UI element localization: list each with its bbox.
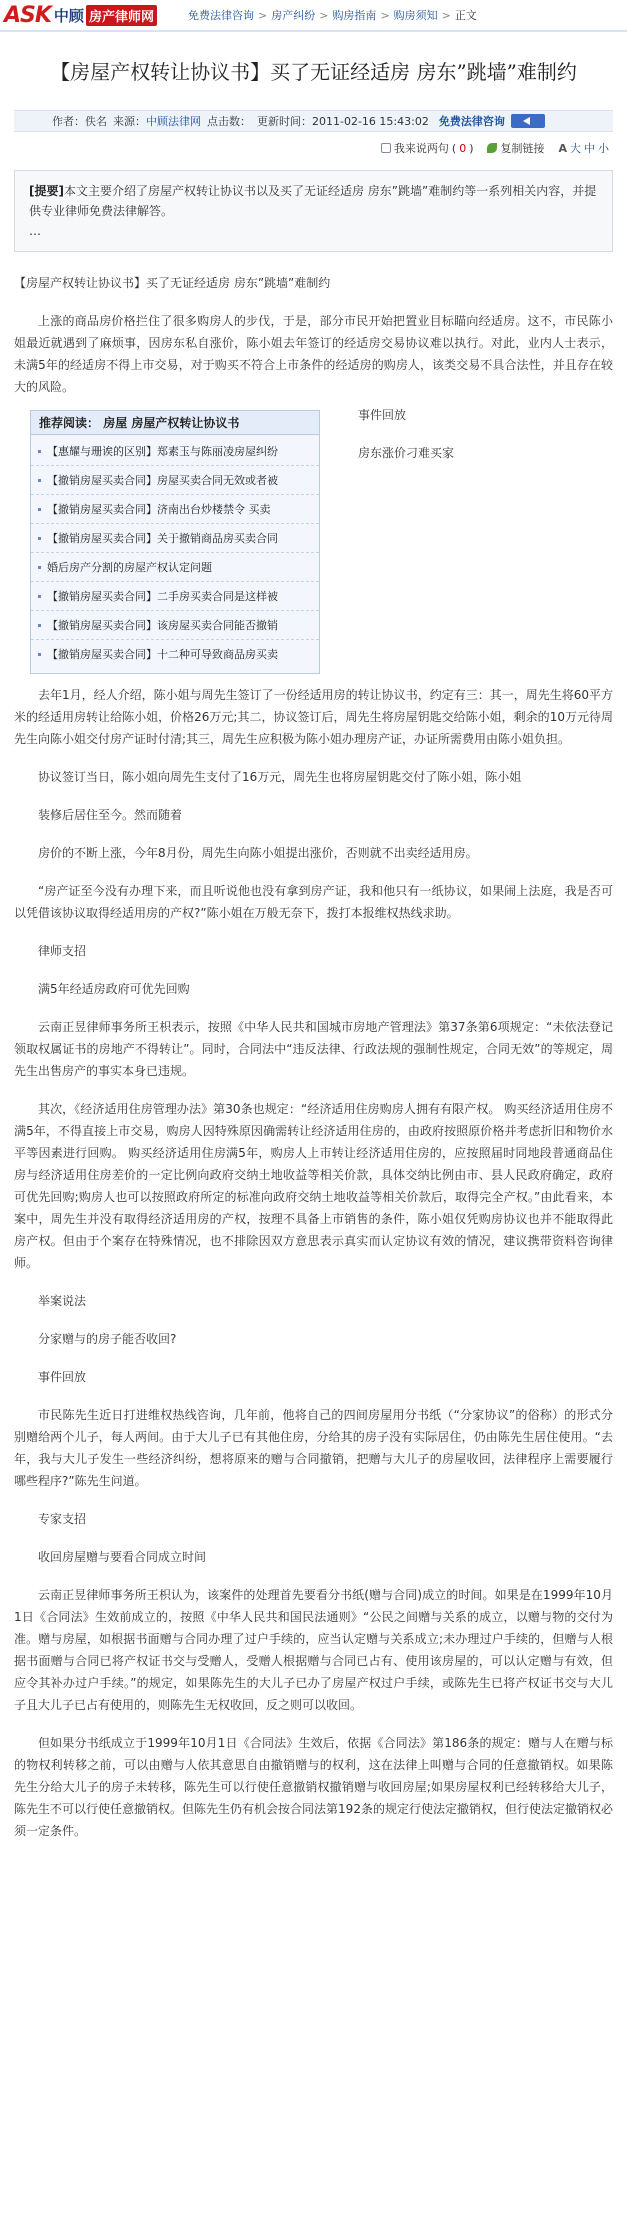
copy-link-label: 复制链接 <box>500 142 545 155</box>
free-consult-link[interactable]: 免费法律咨询 <box>438 115 505 128</box>
breadcrumb-separator: > <box>441 8 451 22</box>
paragraph: 房价的不断上涨，今年8月份，周先生向陈小姐提出涨价，否则就不出卖经适用房。 <box>38 846 478 860</box>
font-large-button[interactable]: 大 <box>570 142 581 155</box>
paragraph: 装修后居住至今。然而随着 <box>38 808 183 822</box>
copy-link-icon <box>487 143 497 153</box>
list-item <box>31 495 319 524</box>
breadcrumb-free-consult[interactable]: 免费法律咨询 <box>188 9 254 22</box>
recommend-header <box>31 411 319 435</box>
comment-icon <box>381 143 391 153</box>
article-summary <box>14 170 613 252</box>
list-item <box>31 611 319 640</box>
list-item <box>31 466 319 495</box>
logo-cn-text: 中顾 <box>53 6 84 25</box>
paragraph: 但如果分书纸成立于1999年10月1日《合同法》生效后，依据《合同法》第186条的规定：赠与人在赠与标的物权利转移之前，可以由赠与人依其意思自由撤销赠与的权利，这在法律上叫赠与合同的任意撤销权。如果陈先生分给大儿子的房子未转移，陈先生可以行使任意撤销权撤销赠与收回房屋;如果房屋权利已经转移给大儿子，陈先生不可以行使任意撤销权。但陈先生仍有机会按合同法第192条的规定行使法定撤销权，但行使法定撤销权必须一定条件。 <box>14 1736 613 1838</box>
logo-badge: 房产律师网 <box>86 5 157 26</box>
paragraph: 云南正昱律师事务所王枳认为，该案件的处理首先要看分书纸(赠与合同)成立的时间。如果是在1999年10月1日《合同法》生效前成立的，按照《中华人民共和国民法通则》“公民之间赠与关系的成立，以赠与物的交付为准。赠与房屋，如根据书面赠与合同办理了过户手续的，应当认定赠与关系成立;未办理过户手续的，但赠与人根据书面赠与合同已将产权证书交与受赠人，受赠人根据赠与合同已占有、使用该房屋的，可以认定赠与有效，但应令其补办过户手续。”的规定，如果陈先生的大儿子已办了房屋产权过户手续，或陈先生已将产权证书交与大儿子且大儿子已占有使用的，则陈先生无权收回，反之则可以收回。 <box>14 1588 613 1712</box>
comment-label: 我来说两句 <box>393 142 449 155</box>
recommend-link[interactable]: 【撤销房屋买卖合同】十二种可导致商品房买卖 <box>47 648 278 661</box>
breadcrumb-separator: > <box>258 8 268 22</box>
recommend-link[interactable]: 【撤销房屋买卖合同】关于撤销商品房买卖合同 <box>47 532 278 545</box>
comment-count-close: ) <box>469 141 474 155</box>
font-size-icon: A <box>558 141 567 155</box>
breadcrumb-separator: > <box>380 8 390 22</box>
font-medium-button[interactable]: 中 <box>584 142 595 155</box>
recommend-link[interactable]: 婚后房产分割的房屋产权认定问题 <box>47 561 212 574</box>
list-item <box>31 437 319 466</box>
list-item <box>31 553 319 582</box>
section-subheading: 分家赠与的房子能否收回? <box>38 1332 177 1346</box>
recommend-box <box>30 410 320 674</box>
site-header <box>0 0 627 32</box>
summary-text: 本文主要介绍了房屋产权转让协议书以及买了无证经适房 房东”跳墙”难制约等一系列相关内容，并提供专业律师免费法律解答。 <box>29 184 597 218</box>
meta-source-link[interactable]: 中顾法律网 <box>146 115 201 128</box>
paragraph: 其次，《经济适用住房管理办法》第30条也规定：“经济适用住房购房人拥有有限产权。 购买经济适用住房不满5年，不得直接上市交易，购房人因特殊原因确需转让经济适用住房的，由政府按照原价格并考虑折旧和物价水平等因素进行回购。 购买经济适用住房满5年，购房人上市转让经济适用住房的，应按照届时同地段普通商品住房与经济适用住房差价的一定比例向政府交纳土地收益等相关价款，具体交纳比例由市、县人民政府确定，政府可优先回购;购房人也可以按照政府所定的标准向政府交纳土地收益等相关价款后，取得完全产权。”由此看来，本案中，周先生并没有取得经济适用房的产权，按理不具备上市销售的条件，陈小姐仅凭购房协议也并不能取得此房产权。但由于个案存在特殊情况，也不排除因双方意思表示真实而认定协议有效的情况，建议携带资料咨询律师。 <box>14 1102 613 1270</box>
article-title: 【房屋产权转让协议书】买了无证经适房 房东”跳墙”难制约 <box>50 60 577 84</box>
paragraph: 市民陈先生近日打进维权热线咨询，几年前，他将自己的四间房屋用分书纸（“分家协议”的俗称）的形式分别赠给两个儿子，每人两间。由于大儿子已有其他住房，分给其的房子没有实际居住，仍由陈先生居住使用。“去年，我与大儿子发生一些经济纠纷，想将原来的赠与合同撤销，把赠与大儿子的房屋收回，法律程序上需要履行哪些程序?”陈先生问道。 <box>14 1408 613 1488</box>
recommend-link[interactable]: 【惠耀与珊诶的区别】郑素玉与陈丽凌房屋纠纷 <box>47 445 278 458</box>
breadcrumb-separator: > <box>319 8 329 22</box>
breadcrumb-buying-guide[interactable]: 购房指南 <box>332 9 377 22</box>
meta-updated-label: 更新时间： <box>257 115 312 128</box>
meta-updated-time: 2011-02-16 15:43:02 <box>312 114 429 128</box>
comment-tool[interactable] <box>381 140 474 156</box>
article-tools <box>0 132 627 156</box>
section-heading: 事件回放 <box>358 408 407 422</box>
font-size-tool <box>558 140 609 156</box>
paragraph: 协议签订当日，陈小姐向周先生支付了16万元，周先生也将房屋钥匙交付了陈小姐，陈小姐 <box>38 770 522 784</box>
recommend-link[interactable]: 【撤销房屋买卖合同】济南出台炒楼禁令 买卖 <box>47 503 271 516</box>
list-item <box>31 640 319 669</box>
article-body <box>0 252 627 1842</box>
summary-label: [提要] <box>29 184 64 198</box>
site-logo[interactable] <box>4 3 188 28</box>
section-subheading: 房东涨价刁难买家 <box>358 446 455 460</box>
article-lead: 【房屋产权转让协议书】买了无证经适房 房东”跳墙”难制约 <box>14 276 331 290</box>
breadcrumb-current: 正文 <box>454 9 477 22</box>
article-meta <box>14 110 613 132</box>
summary-ellipsis: … <box>29 224 41 238</box>
section-heading: 事件回放 <box>38 1370 87 1384</box>
paragraph: 去年1月，经人介绍，陈小姐与周先生签订了一份经适用房的转让协议书，约定有三：其一，周先生将60平方米的经适用房转让给陈小姐，价格26万元;其二，协议签订后，周先生将房屋钥匙交给陈小姐，剩余的10万元待周先生向陈小姐交付房产证时付清;其三，周先生应积极为陈小姐办理房产证，办证所需费用由陈小姐负担。 <box>14 688 613 746</box>
section-subheading: 收回房屋赠与要看合同成立时间 <box>38 1550 207 1564</box>
recommend-topic: 房屋 房屋产权转让协议书 <box>103 416 240 430</box>
comment-count-open: ( <box>451 141 457 155</box>
recommend-label: 推荐阅读： <box>39 416 100 430</box>
section-heading: 举案说法 <box>38 1294 87 1308</box>
paragraph: 云南正昱律师事务所王枳表示，按照《中华人民共和国城市房地产管理法》第37条第6项规定：“未依法登记领取权属证书的房地产不得转让”。同时，合同法中“违反法律、行政法规的强制性规定，合同无效”的等规定，周先生出售房产的事实本身已违规。 <box>14 1020 613 1078</box>
recommend-link[interactable]: 【撤销房屋买卖合同】房屋买卖合同无效或者被 <box>47 474 278 487</box>
list-item <box>31 582 319 611</box>
paragraph: “房产证至今没有办理下来，而且听说他也没有拿到房产证，我和他只有一纸协议，如果闹上法庭，我是否可以凭借该协议取得经适用房的产权?”陈小姐在万般无奈下，拨打本报维权热线求助。 <box>14 884 613 920</box>
list-item <box>31 524 319 553</box>
recommend-link[interactable]: 【撤销房屋买卖合同】该房屋买卖合同能否撤销 <box>47 619 278 632</box>
comment-count: 0 <box>459 141 467 155</box>
copy-link-tool[interactable] <box>487 140 544 156</box>
recommend-list <box>31 435 319 673</box>
meta-clicks-label: 点击数： <box>207 115 251 128</box>
paragraph: 上涨的商品房价格拦住了很多购房人的步伐，于是，部分市民开始把置业目标瞄向经适房。这不，市民陈小姐最近就遇到了麻烦事，因房东私自涨价，陈小姐去年签订的经适房交易协议难以执行。对此，业内人士表示，未满5年的经适房不得上市交易，对于购买不符合上市条件的经适房的购房人，该类交易不具合法性，并且存在较大的风险。 <box>14 314 613 394</box>
font-small-button[interactable]: 小 <box>598 142 609 155</box>
meta-source-label: 来源： <box>113 115 146 128</box>
recommend-link[interactable]: 【撤销房屋买卖合同】二手房买卖合同是这样被 <box>47 590 278 603</box>
back-arrow-icon[interactable] <box>511 114 545 128</box>
meta-author: 作者：佚名 <box>52 115 107 128</box>
breadcrumb-property-dispute[interactable]: 房产纠纷 <box>271 9 316 22</box>
logo-ask-text: ASK <box>4 2 51 28</box>
section-heading: 律师支招 <box>38 944 87 958</box>
breadcrumb <box>188 7 477 23</box>
breadcrumb-buying-notes[interactable]: 购房须知 <box>393 9 438 22</box>
section-heading: 专家支招 <box>38 1512 87 1526</box>
section-subheading: 满5年经适房政府可优先回购 <box>38 982 190 996</box>
